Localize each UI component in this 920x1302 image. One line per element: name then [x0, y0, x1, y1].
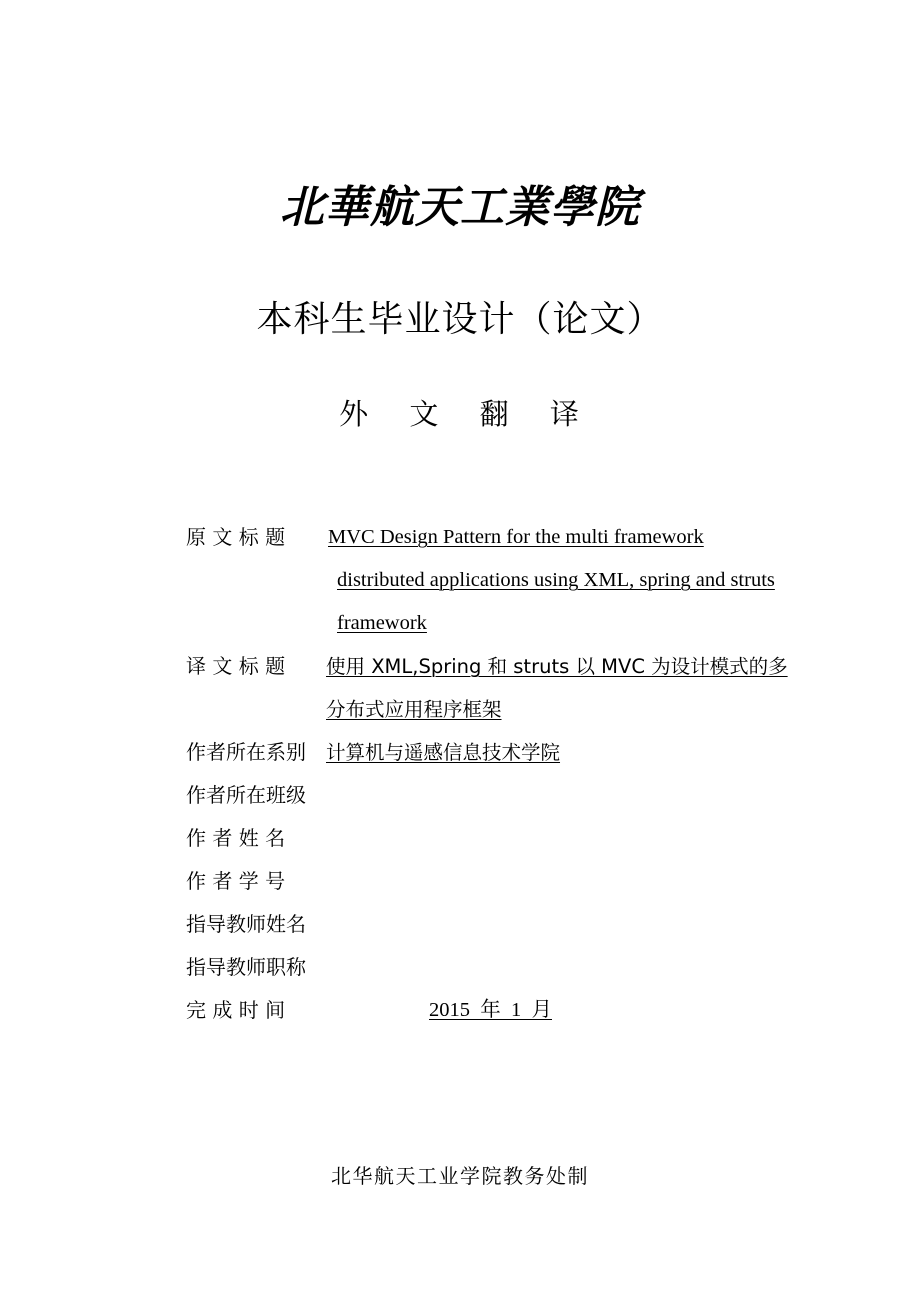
author-name-row — [186, 817, 826, 860]
translated-title-line-1: 使用 XML,Spring 和 struts 以 MVC 为设计模式的多 — [326, 655, 788, 678]
class-row — [186, 774, 826, 817]
translated-title-line-2: 分布式应用程序框架 — [326, 698, 502, 721]
document-subtitle: 外 文 翻 译 — [339, 397, 595, 431]
document-title: 本科生毕业设计（论文） — [256, 299, 664, 340]
original-title-line-2: distributed applications using XML, spring and struts — [337, 569, 775, 591]
department-label: 作者所在系别 — [186, 740, 306, 764]
original-title-line-1: MVC Design Pattern for the multi framework — [328, 526, 704, 548]
advisor-title-row — [186, 946, 826, 989]
translated-title-row-2 — [186, 688, 826, 731]
info-table — [186, 516, 826, 1032]
school-logo-text: 北華航天工業學院 — [280, 182, 640, 233]
translated-title-label: 译 文 标 题 — [186, 654, 286, 678]
completion-time-value: 2015 年 1 月 — [429, 999, 552, 1021]
completion-time-label: 完 成 时 间 — [186, 998, 286, 1022]
original-title-row — [186, 516, 826, 559]
advisor-name-row — [186, 903, 826, 946]
original-title-line-3: framework — [337, 612, 427, 634]
completion-time-row — [186, 989, 826, 1032]
department-row — [186, 731, 826, 774]
original-title-row-2 — [186, 559, 826, 602]
student-id-label: 作 者 学 号 — [186, 869, 286, 893]
translated-title-row — [186, 645, 826, 688]
original-title-label: 原 文 标 题 — [186, 525, 286, 549]
school-logo — [0, 178, 920, 238]
issuer-footer: 北华航天工业学院教务处制 — [331, 1164, 589, 1188]
department-value: 计算机与遥感信息技术学院 — [326, 741, 561, 764]
author-name-label: 作 者 姓 名 — [186, 826, 286, 850]
student-id-row — [186, 860, 826, 903]
original-title-row-3 — [186, 602, 826, 645]
class-label: 作者所在班级 — [186, 783, 306, 807]
advisor-name-label: 指导教师姓名 — [186, 912, 306, 936]
advisor-title-label: 指导教师职称 — [186, 955, 306, 979]
